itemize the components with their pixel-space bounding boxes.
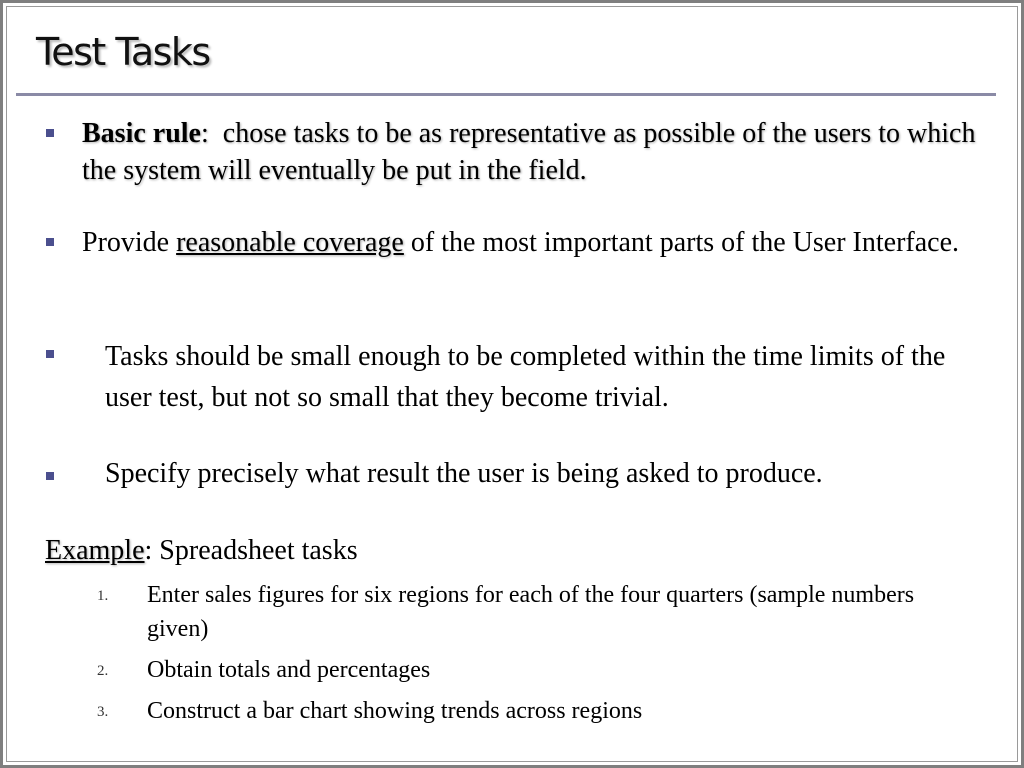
list-number: 1. xyxy=(97,588,109,604)
basic-rule-label: Basic rule xyxy=(82,118,201,149)
coverage-prefix: Provide xyxy=(82,227,177,258)
bullet-coverage xyxy=(82,224,962,261)
bullet-marker xyxy=(46,472,54,480)
coverage-rest: of the most important parts of the User Interface. xyxy=(403,227,960,258)
bullet-task-size: Tasks should be small enough to be completed within the time limits of the user test, but not so small that they become trivial. xyxy=(105,341,946,413)
basic-rule-sep: : xyxy=(201,118,209,149)
list-item: Construct a bar chart showing trends across regions xyxy=(147,698,643,724)
bullet-marker xyxy=(46,129,54,137)
coverage-underlined: reasonable coverage xyxy=(176,227,404,258)
bullet-marker xyxy=(46,238,54,246)
list-number: 2. xyxy=(97,663,109,679)
slide-title: Test Tasks xyxy=(36,30,210,74)
title-divider xyxy=(16,93,996,96)
bullet-marker xyxy=(46,350,54,358)
bullet-basic-rule xyxy=(82,115,982,189)
list-item: Enter sales figures for six regions for each of the four quarters (sample numbers given) xyxy=(147,582,915,642)
basic-rule-text: chose tasks to be as representative as possible of the users to which the system will eventually be put in the field. xyxy=(82,118,976,186)
example-label: Example xyxy=(45,535,145,566)
bullet-specify-result: Specify precisely what result the user is being asked to produce. xyxy=(105,458,823,489)
list-number: 3. xyxy=(97,704,109,720)
example-heading xyxy=(45,532,745,569)
example-rest: : Spreadsheet tasks xyxy=(144,535,358,566)
list-item: Obtain totals and percentages xyxy=(147,657,431,683)
